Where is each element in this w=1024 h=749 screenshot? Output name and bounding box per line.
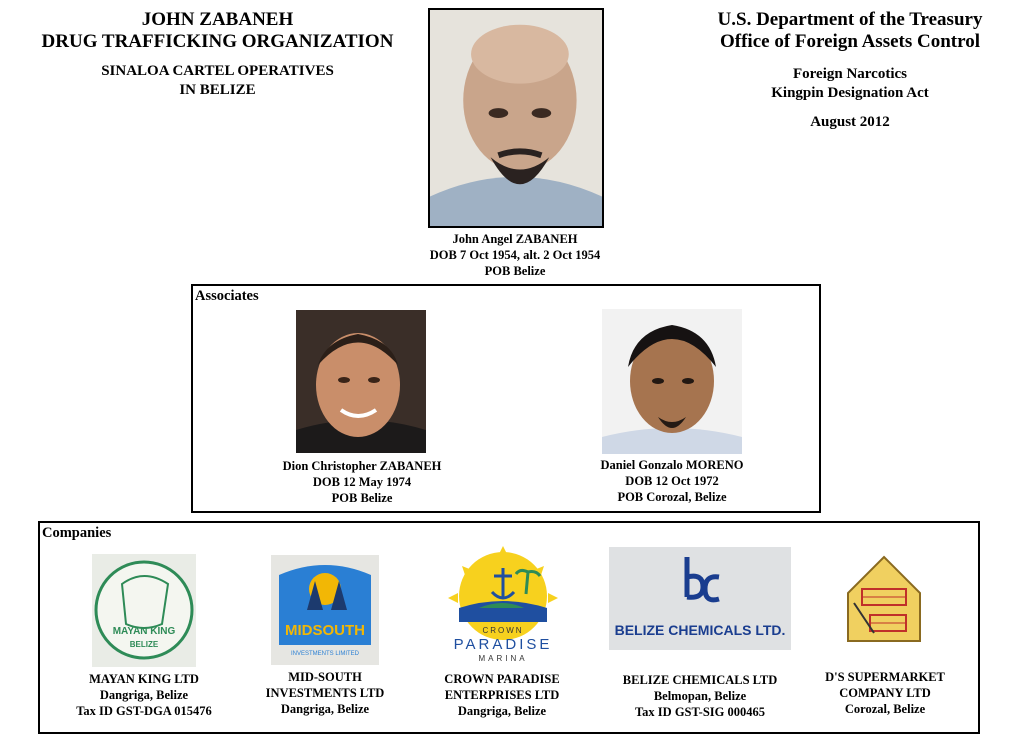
company-line2: COMPANY LTD: [839, 686, 931, 700]
company-line1: BELIZE CHEMICALS LTD: [622, 673, 778, 687]
header-left-subtitle-line1: SINALOA CARTEL OPERATIVES: [101, 63, 334, 79]
company-line1: CROWN PARADISE: [444, 672, 560, 686]
company-line1: MAYAN KING LTD: [89, 672, 199, 686]
header-right-title-line2: Office of Foreign Assets Control: [720, 31, 980, 52]
crown-paradise-logo-text2: PARADISE: [453, 636, 553, 653]
crown-paradise-logo-text3: MARINA: [478, 654, 528, 663]
header-right-act-line1: Foreign Narcotics: [792, 66, 907, 82]
principal-dob: DOB 7 Oct 1954, alt. 2 Oct 1954: [429, 248, 601, 262]
associate-dob: DOB 12 Oct 1972: [625, 474, 719, 488]
principal-caption: [380, 231, 650, 279]
company-line2: ENTERPRISES LTD: [444, 688, 560, 702]
associate-pob: POB Belize: [331, 491, 393, 505]
mayan-king-logo-text2: BELIZE: [129, 640, 159, 649]
companies-label: Companies: [42, 525, 112, 541]
belize-chemicals-logo-text: BELIZE CHEMICALS LTD.: [614, 622, 786, 638]
associate-caption-dion: [262, 458, 462, 506]
company-caption-mayan-king: [54, 671, 234, 719]
company-line1: MID-SOUTH: [288, 670, 362, 684]
company-line2: INVESTMENTS LTD: [265, 686, 385, 700]
company-line3: Corozal, Belize: [844, 702, 926, 716]
company-caption-crown-paradise: [412, 671, 592, 719]
header-left: [20, 9, 415, 100]
crown-paradise-logo-text1: CROWN: [482, 626, 524, 635]
belize-chemicals-logo: [609, 547, 791, 650]
associate-pob: POB Corozal, Belize: [617, 490, 727, 504]
associate-name: Dion Christopher ZABANEH: [282, 459, 442, 473]
company-line3: Tax ID GST-SIG 000465: [634, 705, 766, 719]
company-caption-midsouth: [230, 669, 420, 717]
associate-name: Daniel Gonzalo MORENO: [600, 458, 744, 472]
mayan-king-logo-text1: MAYAN KING: [112, 626, 176, 637]
company-line1: D'S SUPERMARKET: [825, 670, 945, 684]
associate-caption-daniel: [572, 457, 772, 505]
company-line2: Dangriga, Belize: [99, 688, 189, 702]
mayan-king-logo: [92, 554, 196, 667]
header-right-date: August 2012: [810, 114, 890, 130]
header-right-act-line2: Kingpin Designation Act: [771, 85, 929, 101]
header-left-title-line2: DRUG TRAFFICKING ORGANIZATION: [41, 31, 394, 52]
ds-supermarket-logo: [844, 553, 924, 645]
associate-photo-daniel: [602, 309, 742, 454]
midsouth-logo: [271, 555, 379, 665]
crown-paradise-logo: [444, 546, 562, 664]
company-caption-belize-chemicals: [610, 672, 790, 720]
principal-name: John Angel ZABANEH: [452, 232, 578, 246]
company-line3: Dangriga, Belize: [457, 704, 547, 718]
company-caption-ds-supermarket: [800, 669, 970, 717]
principal-pob: POB Belize: [484, 264, 546, 278]
midsouth-logo-text1: MIDSOUTH: [285, 622, 365, 639]
header-left-title-line1: JOHN ZABANEH: [141, 9, 294, 30]
associates-label: Associates: [195, 288, 259, 304]
principal-photo: [428, 8, 604, 228]
header-right: [680, 9, 1020, 132]
company-line3: Tax ID GST-DGA 015476: [76, 704, 212, 718]
associate-photo-dion: [296, 310, 426, 453]
company-line3: Dangriga, Belize: [280, 702, 370, 716]
header-left-subtitle-line2: IN BELIZE: [179, 82, 256, 98]
midsouth-logo-text2: INVESTMENTS LIMITED: [290, 651, 360, 657]
company-line2: Belmopan, Belize: [653, 689, 747, 703]
associate-dob: DOB 12 May 1974: [312, 475, 412, 489]
header-right-title-line1: U.S. Department of the Treasury: [717, 9, 983, 30]
